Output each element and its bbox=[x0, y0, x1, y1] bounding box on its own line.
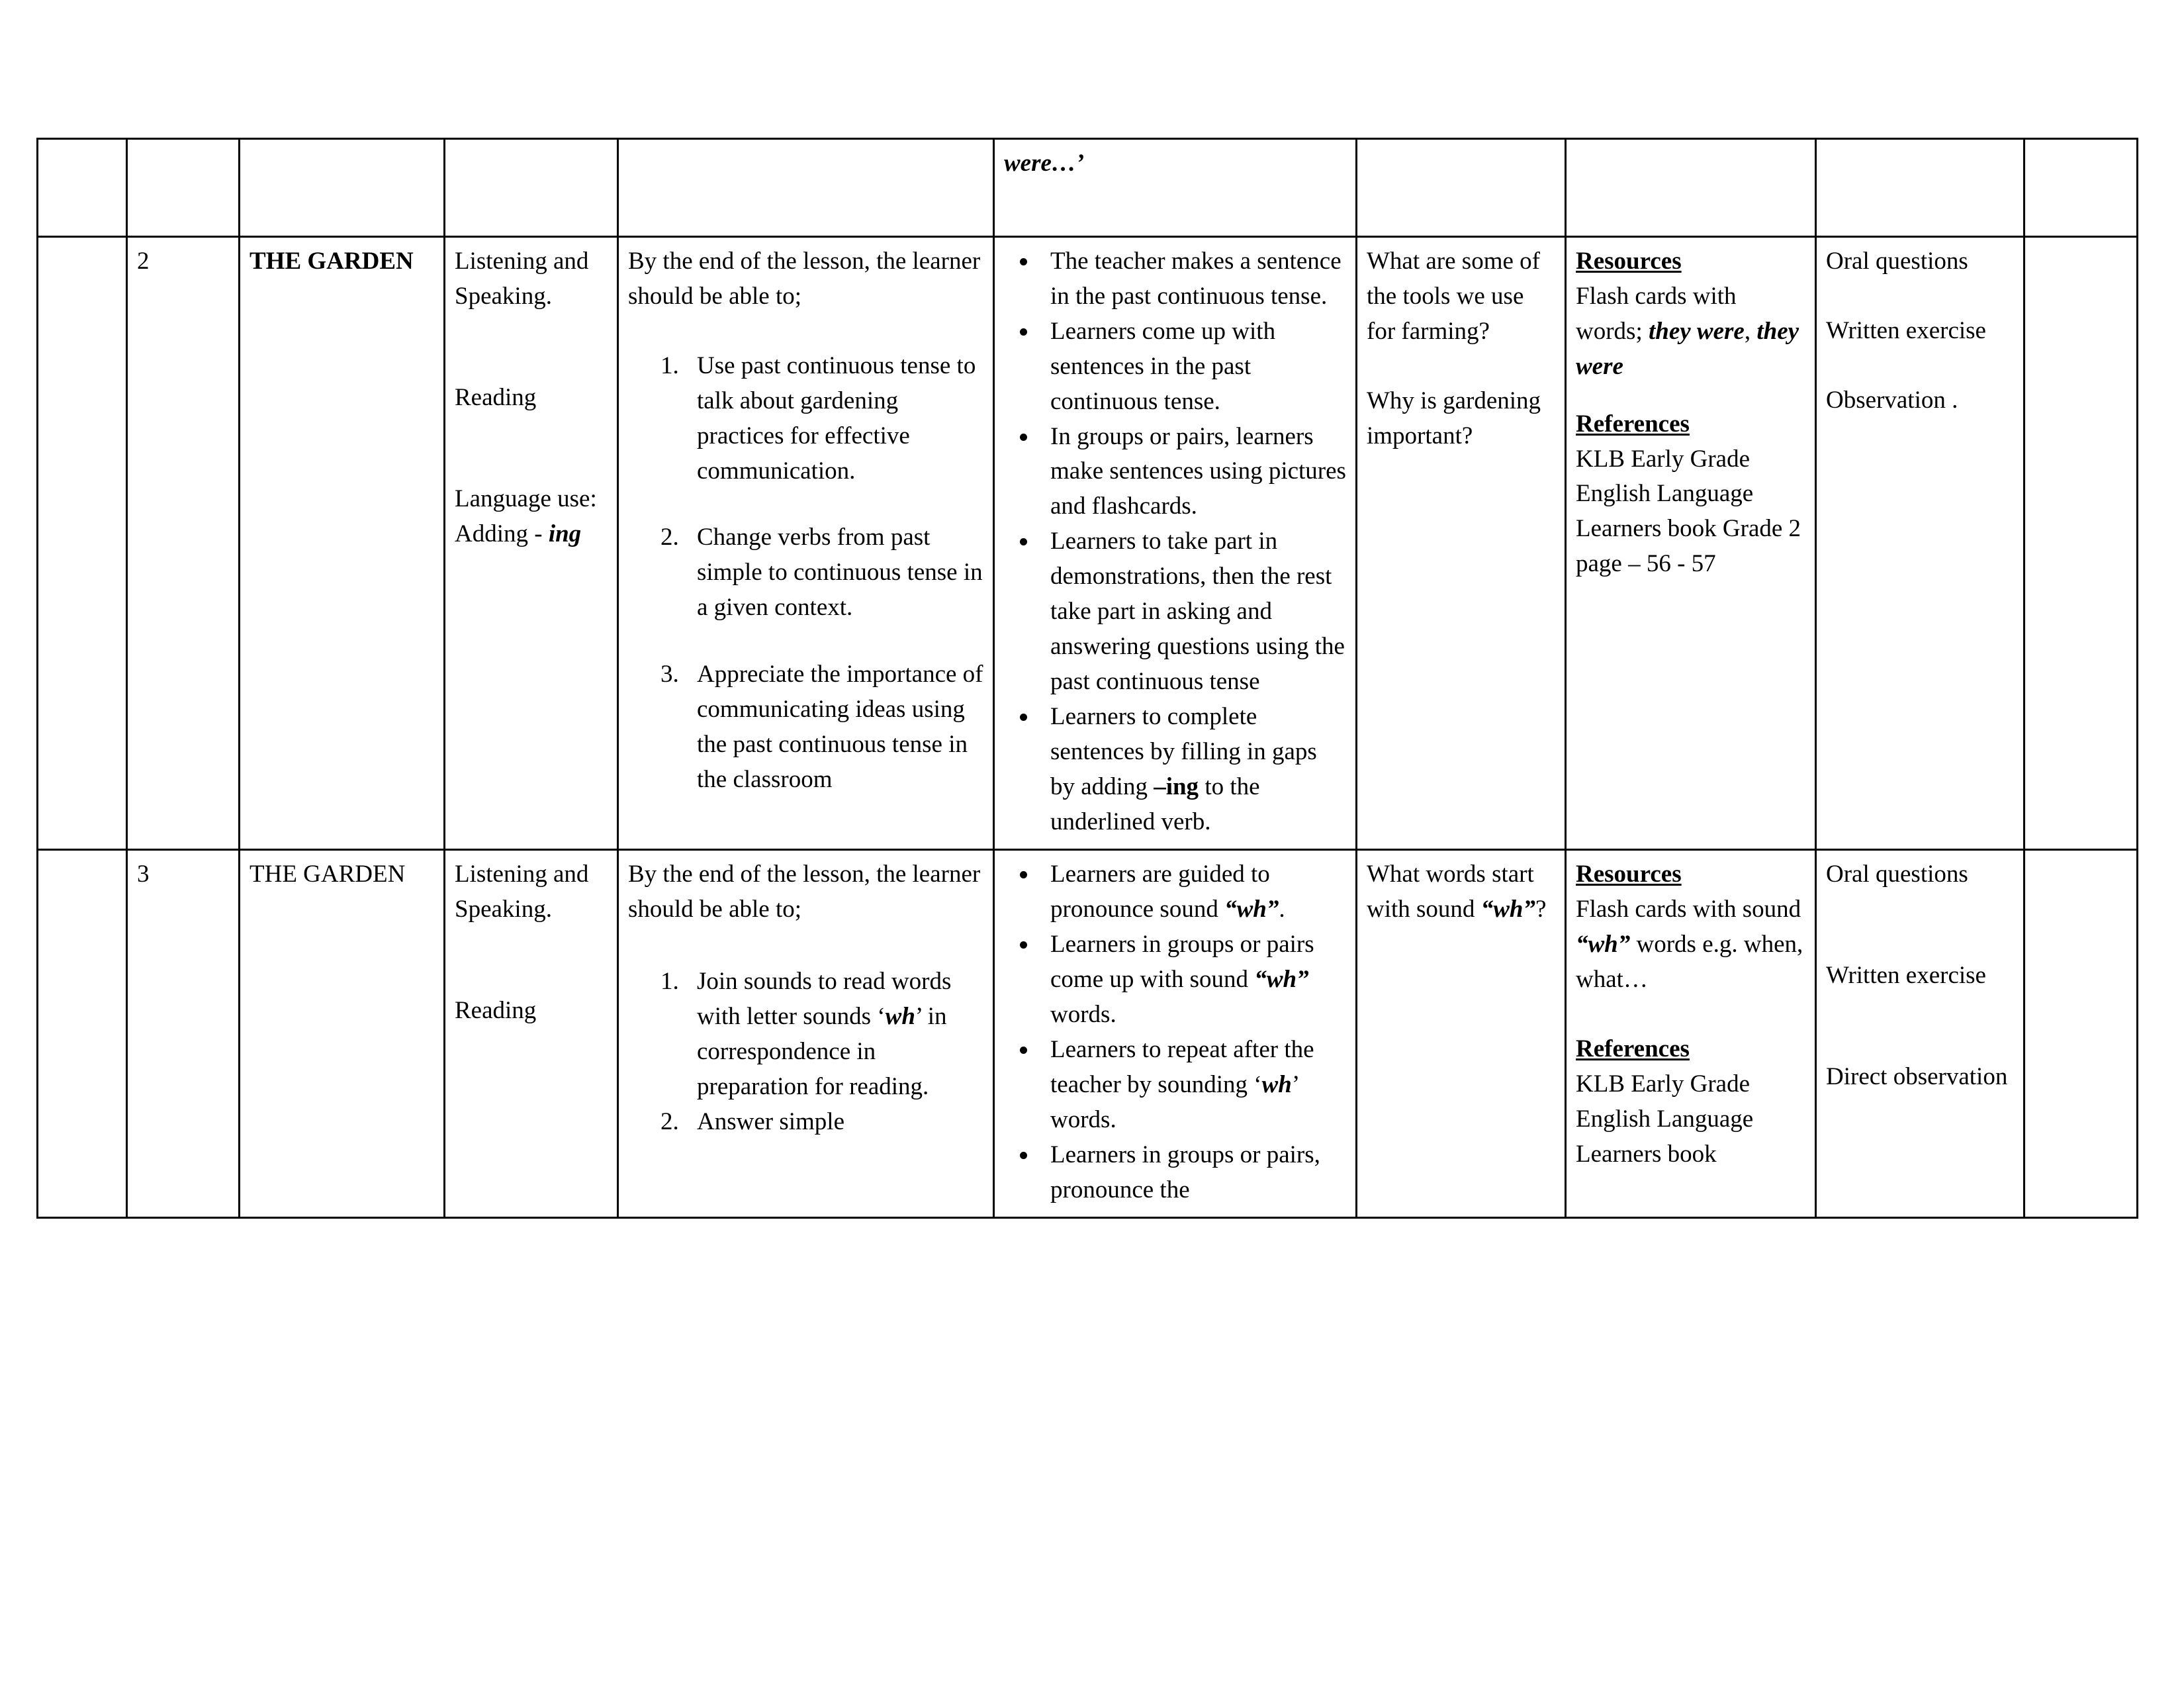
experience-item: • In groups or pairs, learners make sentences using pictures and flashcards. bbox=[1038, 420, 1347, 525]
assessment-item: Direct observation bbox=[1826, 1063, 2008, 1091]
cell-strand-cont bbox=[240, 139, 445, 237]
cell-resources bbox=[1566, 850, 1816, 1218]
resources-text bbox=[1576, 892, 1807, 998]
substrand-ing-emphasis: ing bbox=[548, 520, 582, 547]
experience-text-pre: Learners to repeat after the teacher by sounding ‘ bbox=[1050, 1035, 1314, 1098]
cell-strand bbox=[240, 850, 445, 1218]
substrand-language-use bbox=[455, 482, 609, 552]
assessment-item: Written exercise bbox=[1826, 316, 1986, 344]
outcomes-list bbox=[628, 964, 985, 1140]
outcome-text-pre: Join sounds to read words with letter sounds ‘ bbox=[697, 968, 952, 1031]
cell-week bbox=[38, 850, 127, 1218]
scheme-of-work-table bbox=[36, 138, 2138, 1219]
resources-text-mid: , bbox=[1744, 317, 1757, 345]
assessment-item: Observation . bbox=[1826, 386, 1958, 414]
scheme-of-work-sheet bbox=[36, 138, 2136, 1219]
cell-week bbox=[38, 237, 127, 850]
cell-week-cont bbox=[38, 139, 127, 237]
experience-item bbox=[1038, 1033, 1347, 1138]
experience-item bbox=[1038, 1138, 1347, 1208]
cell-outcomes bbox=[618, 237, 994, 850]
cell-substrand bbox=[445, 850, 618, 1218]
substrand-reading: Reading bbox=[455, 997, 537, 1025]
resources-heading: Resources bbox=[1576, 248, 1682, 275]
experience-wh-emphasis: “wh” bbox=[1224, 896, 1279, 923]
assessment-item: Oral questions bbox=[1826, 861, 1968, 888]
cell-lesson: 3 bbox=[127, 850, 240, 1218]
cell-lesson-cont bbox=[127, 139, 240, 237]
resources-text-pre: Flash cards with sound bbox=[1576, 896, 1801, 923]
resources-emphasis-two: they were bbox=[1576, 317, 1799, 380]
experience-text-post: . bbox=[1279, 896, 1285, 923]
experience-text-pre: Learners to complete sentences by filling in gaps by adding bbox=[1050, 702, 1317, 800]
resources-wh-emphasis: “wh” bbox=[1576, 931, 1631, 959]
cell-inquiry bbox=[1357, 237, 1566, 850]
experience-text-pre: Learners are guided to pronounce sound bbox=[1050, 861, 1270, 923]
resources-emphasis-one: they were bbox=[1648, 317, 1745, 345]
inquiry-question bbox=[1367, 857, 1557, 927]
experience-item bbox=[1038, 700, 1347, 840]
cell-reflection-cont bbox=[2025, 139, 2138, 237]
outcomes-intro: By the end of the lesson, the learner should be able to; bbox=[628, 248, 981, 310]
inquiry-text-pre: What words start with sound bbox=[1367, 861, 1534, 923]
outcome-text-post: ’ in correspondence in preparation for reading. bbox=[697, 1003, 947, 1100]
experience-text-post: to the underlined verb. bbox=[1050, 773, 1260, 835]
experiences-list bbox=[1004, 244, 1347, 839]
inquiry-question: Why is gardening important? bbox=[1367, 387, 1541, 449]
cell-experiences-cont bbox=[994, 139, 1357, 237]
outcome-item bbox=[685, 964, 985, 1105]
cell-reflection bbox=[2025, 237, 2138, 850]
outcome-item: 1. Use past continuous tense to talk about gardening practices for effective communication. bbox=[685, 349, 985, 489]
experience-item bbox=[1038, 927, 1347, 1033]
cell-lesson: 2 bbox=[127, 237, 240, 850]
cell-experiences bbox=[994, 850, 1357, 1218]
strand-title: THE GARDEN bbox=[250, 861, 406, 888]
experience-item: • Learners come up with sentences in the past continuous tense. bbox=[1038, 314, 1347, 420]
outcome-item bbox=[685, 1105, 985, 1140]
inquiry-wh-emphasis: “wh” bbox=[1480, 896, 1535, 923]
table-row bbox=[38, 850, 2138, 1218]
references-heading: References bbox=[1576, 410, 1690, 438]
inquiry-question: What are some of the tools we use for farming? bbox=[1367, 248, 1540, 345]
experience-text-post: ’ words. bbox=[1050, 1070, 1298, 1133]
resources-text bbox=[1576, 279, 1807, 385]
references-heading: References bbox=[1576, 1035, 1690, 1063]
experience-text-post: words. bbox=[1050, 1001, 1116, 1029]
cell-strand bbox=[240, 237, 445, 850]
cell-substrand bbox=[445, 237, 618, 850]
references-text: KLB Early Grade English Language Learners book bbox=[1576, 1070, 1754, 1168]
cell-assessment-cont bbox=[1816, 139, 2025, 237]
references-text: KLB Early Grade English Language Learners book Grade 2 page – 56 - 57 bbox=[1576, 445, 1801, 578]
experience-wh-emphasis: “wh” bbox=[1254, 966, 1309, 994]
cell-inquiry-cont bbox=[1357, 139, 1566, 237]
outcomes-list bbox=[628, 349, 985, 798]
substrand-listening-speaking: Listening and Speaking. bbox=[455, 861, 589, 923]
outcome-item: 2. Change verbs from past simple to continuous tense in a given context. bbox=[685, 520, 985, 626]
assessment-item: Oral questions bbox=[1826, 248, 1968, 275]
experience-text-pre: Learners in groups or pairs come up with sound bbox=[1050, 931, 1314, 994]
cell-assessment bbox=[1816, 850, 2025, 1218]
cell-reflection bbox=[2025, 850, 2138, 1218]
cell-experiences bbox=[994, 237, 1357, 850]
experience-item: • Learners to take part in demonstrations, then the rest take part in asking and answering questions using the past continuous tense bbox=[1038, 524, 1347, 700]
outcome-item: 3. Appreciate the importance of communicating ideas using the past continuous tense in the classroom bbox=[685, 657, 985, 798]
substrand-reading: Reading bbox=[455, 383, 537, 411]
experience-fragment: were…’ bbox=[1004, 150, 1085, 177]
experiences-list bbox=[1004, 857, 1347, 1207]
cell-substrand-cont bbox=[445, 139, 618, 237]
experience-text-pre: Learners in groups or pairs, pronounce the bbox=[1050, 1141, 1320, 1203]
cell-inquiry bbox=[1357, 850, 1566, 1218]
experience-wh-emphasis: wh bbox=[1261, 1070, 1292, 1098]
cell-outcomes-cont bbox=[618, 139, 994, 237]
cell-resources bbox=[1566, 237, 1816, 850]
resources-text-pre: Flash cards with words; bbox=[1576, 282, 1737, 345]
resources-heading: Resources bbox=[1576, 861, 1682, 888]
outcome-text-pre: Answer simple bbox=[697, 1107, 844, 1135]
experience-item bbox=[1038, 857, 1347, 927]
substrand-language-use-text: Language use: Adding - bbox=[455, 485, 597, 547]
table-row-continuation bbox=[38, 139, 2138, 237]
table-row bbox=[38, 237, 2138, 850]
substrand-listening-speaking: Listening and Speaking. bbox=[455, 248, 589, 310]
strand-title: THE GARDEN bbox=[250, 248, 414, 275]
cell-outcomes bbox=[618, 850, 994, 1218]
experience-item: • The teacher makes a sentence in the past continuous tense. bbox=[1038, 244, 1347, 314]
cell-assessment bbox=[1816, 237, 2025, 850]
assessment-item: Written exercise bbox=[1826, 962, 1986, 990]
experience-ing-emphasis: –ing bbox=[1154, 773, 1199, 800]
cell-resources-cont bbox=[1566, 139, 1816, 237]
outcomes-intro: By the end of the lesson, the learner should be able to; bbox=[628, 861, 981, 923]
outcome-wh-emphasis: wh bbox=[885, 1003, 915, 1031]
inquiry-text-post: ? bbox=[1535, 896, 1547, 923]
resources-text-post: words e.g. when, what… bbox=[1576, 931, 1803, 994]
